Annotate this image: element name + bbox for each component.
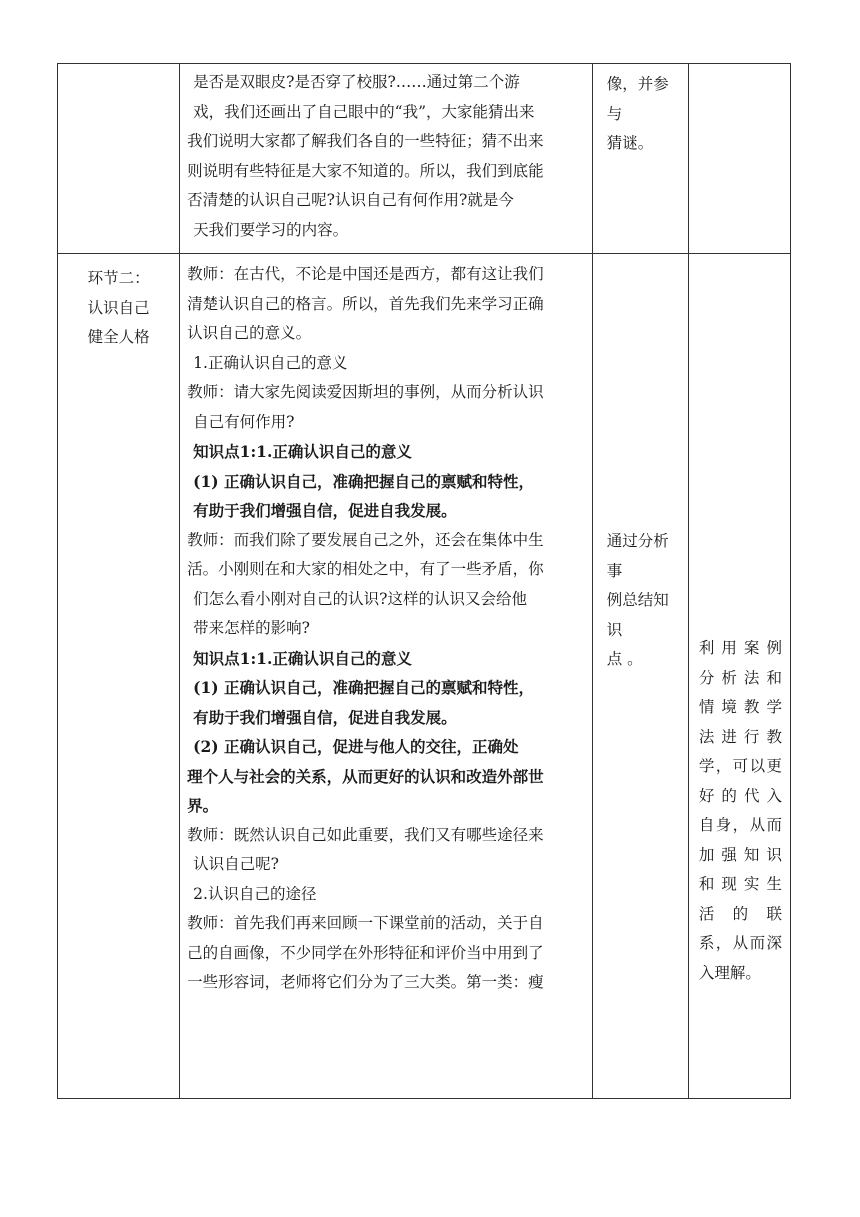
content-line: 天我们要学习的内容。 [193, 220, 349, 239]
content-line: 们怎么看小刚对自己的认识?这样的认识又会给他 [193, 589, 527, 608]
content-line: 自己有何作用? [193, 412, 295, 431]
design-intent-line: 活 的 联 [698, 904, 782, 923]
design-intent-line: 和 现 实 生 [698, 875, 782, 893]
knowledge-point-line: 理个人与社会的关系，从而更好的认识和改造外部世 [187, 766, 544, 786]
student-activity-line: 点 。 [606, 650, 643, 668]
stage-cell-empty [58, 64, 180, 254]
stage-label-line: 认识自己 [87, 298, 150, 317]
content-line: 教师：请大家先阅读爱因斯坦的事例，从而分析认识 [187, 383, 544, 401]
content-line: 教师：既然认识自己如此重要，我们又有哪些途径来 [187, 825, 544, 844]
student-activity-line: 猜谜。 [606, 134, 654, 152]
table-row-stage-two [58, 254, 791, 1099]
content-line: 己的自画像，不少同学在外形特征和评价当中用到了 [187, 943, 544, 962]
design-intent-line: 分 析 法 和 [698, 668, 782, 687]
knowledge-point-line: (1) 正确认识自己，准确把握自己的禀赋和特性， [193, 678, 535, 697]
student-activity-line: 像，并参与 [606, 75, 669, 123]
design-intent-line: 法 进 行 教 [698, 727, 782, 746]
student-activity-line: 通过分析事 [606, 532, 669, 580]
knowledge-point-line: 知识点1:1.正确认识自己的意义 [193, 442, 412, 461]
content-line: 认识自己的意义。 [187, 324, 312, 342]
content-line: 一些形容词，老师将它们分为了三大类。第一类：瘦 [187, 973, 544, 991]
design-intent-line: 好的代入 [698, 786, 782, 805]
content-line: 否清楚的认识自己呢?认识自己有何作用?就是今 [187, 191, 514, 209]
content-line: 带来怎样的影响? [193, 619, 310, 637]
design-intent-line: 学，可以更 [698, 757, 782, 775]
content-line: 则说明有些特征是大家不知道的。所以，我们到底能 [187, 161, 544, 180]
content-line: 1.正确认识自己的意义 [193, 353, 348, 372]
content-line: 教师：而我们除了要发展自己之外，还会在集体中生 [187, 530, 544, 549]
design-intent-line: 系，从而深 [698, 934, 782, 952]
student-activity-line: 例总结知识 [606, 591, 669, 639]
table-row-intro [58, 64, 791, 254]
student-activity-cell-intro [592, 64, 688, 254]
knowledge-point-line: 有助于我们增强自信，促进自我发展。 [193, 707, 457, 727]
knowledge-point-line: (1) 正确认识自己，准确把握自己的禀赋和特性， [193, 471, 535, 491]
design-intent-cell-empty [688, 64, 790, 254]
student-activity-cell-stage-two [592, 254, 688, 1099]
design-intent-line: 自身，从而 [698, 816, 782, 834]
content-line: 教师：在古代，不论是中国还是西方，都有这让我们 [187, 265, 544, 283]
knowledge-point-line: 有助于我们增强自信，促进自我发展。 [193, 501, 457, 520]
content-cell-stage-two [180, 254, 593, 1099]
stage-label-line: 健全人格 [87, 328, 150, 346]
design-intent-line: 情 境 教 学 [698, 698, 782, 716]
content-line: 是否是双眼皮?是否穿了校服?……通过第二个游 [193, 73, 520, 91]
design-intent-cell [688, 254, 790, 1099]
lesson-plan-table [57, 63, 791, 1099]
content-line: 活。小刚则在和大家的相处之中，有了一些矛盾，你 [187, 560, 544, 578]
content-line: 清楚认识自己的格言。所以，首先我们先来学习正确 [187, 294, 544, 313]
knowledge-point-line: 界。 [187, 796, 219, 815]
design-intent-line: 利 用 案 例 [698, 639, 782, 657]
stage-cell [58, 254, 180, 1099]
knowledge-point-line: (2) 正确认识自己，促进与他人的交往，正确处 [193, 737, 519, 756]
content-line: 我们说明大家都了解我们各自的一些特征；猜不出来 [187, 132, 544, 150]
content-line: 2.认识自己的途径 [193, 884, 317, 903]
content-line: 教师：首先我们再来回顾一下课堂前的活动，关于自 [187, 914, 544, 932]
content-line: 认识自己呢? [193, 855, 279, 873]
stage-label-line: 环节二： [87, 269, 150, 287]
content-cell-intro [180, 64, 593, 254]
content-line: 戏，我们还画出了自己眼中的“我”，大家能猜出来 [193, 102, 535, 121]
design-intent-line: 加 强 知 识 [698, 845, 782, 864]
design-intent-line: 入理解。 [698, 963, 761, 982]
knowledge-point-line: 知识点1:1.正确认识自己的意义 [193, 648, 412, 668]
